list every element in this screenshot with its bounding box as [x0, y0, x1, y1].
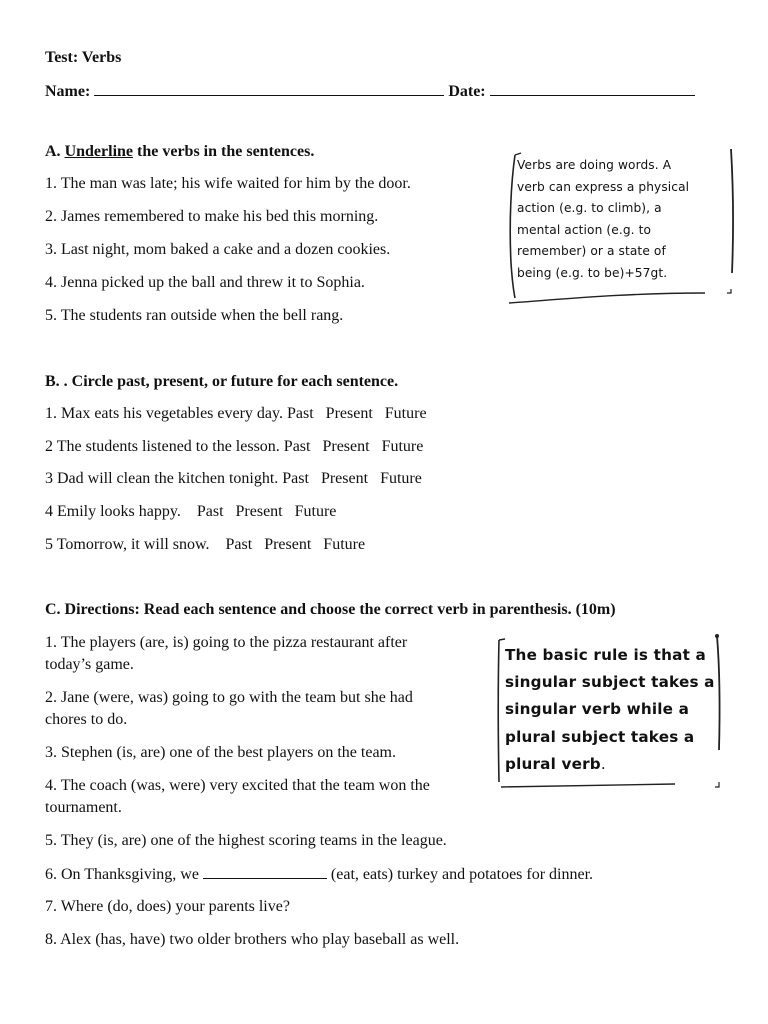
subject-verb-rule-note — [495, 632, 723, 790]
option-present[interactable]: Present — [325, 405, 373, 422]
section-a-item: 2. James remembered to make his bed this morning. — [45, 208, 379, 225]
name-blank[interactable] — [94, 81, 444, 96]
option-future[interactable]: Future — [381, 438, 424, 455]
section-b-item — [45, 469, 422, 489]
section-b-sentence: 5 Tomorrow, it will snow. — [45, 536, 210, 553]
section-c-item: 3. Stephen (is, are) one of the best players on the team. — [45, 744, 396, 761]
option-past[interactable]: Past — [283, 438, 311, 455]
section-b-item — [45, 535, 365, 555]
date-blank[interactable] — [490, 81, 695, 96]
option-future[interactable]: Future — [294, 503, 337, 520]
section-c-sentence-start: 6. On Thanksgiving, we — [45, 866, 203, 883]
section-c-item: 5. They (is, are) one of the highest scoring teams in the league. — [45, 832, 447, 849]
section-b-item — [45, 404, 427, 424]
section-c-item: 4. The coach (was, were) very excited that the team won the — [45, 777, 430, 794]
section-c-item-continued: today’s game. — [45, 656, 134, 673]
section-c-item-continued: tournament. — [45, 799, 122, 816]
option-present[interactable]: Present — [320, 470, 369, 487]
section-b-sentence: 3 Dad will clean the kitchen tonight. — [45, 470, 279, 487]
date-label: Date: — [448, 83, 486, 100]
section-b-item — [45, 502, 336, 522]
section-a-heading-rest: the verbs in the sentences. — [133, 143, 315, 160]
option-future[interactable]: Future — [323, 536, 366, 553]
section-c-sentence-end: (eat, eats) turkey and potatoes for dinner. — [326, 866, 594, 883]
section-b-sentence: 2 The students listened to the lesson. — [45, 438, 280, 455]
section-c-item — [45, 864, 593, 885]
page-title: Test: Verbs — [45, 49, 122, 66]
section-c-item: 8. Alex (has, have) two older brothers who play baseball as well. — [45, 931, 460, 948]
rule-period: . — [600, 754, 606, 773]
option-present[interactable]: Present — [264, 536, 312, 553]
verb-definition-note — [505, 143, 735, 305]
option-past[interactable]: Past — [282, 470, 309, 487]
section-a-item: 1. The man was late; his wife waited for him by the door. — [45, 175, 411, 192]
option-future[interactable]: Future — [380, 470, 422, 487]
section-b-sentence: 1. Max eats his vegetables every day. — [45, 405, 283, 422]
section-c-item: 7. Where (do, does) your parents live? — [45, 898, 290, 915]
note-text: Verbs are doing words. A verb can express a physical action (e.g. to climb), a mental action (e.g. to remember) or a state of being (e.g. to be)+57gt. — [517, 158, 690, 280]
note-text — [505, 642, 717, 778]
section-c-heading: C. Directions: Read each sentence and choose the correct verb in parenthesis. (10m) — [45, 601, 616, 618]
section-c-item: 2. Jane (were, was) going to go with the team but she had — [45, 689, 413, 706]
name-date-row — [45, 81, 695, 102]
option-past[interactable]: Past — [225, 536, 253, 553]
option-present[interactable]: Present — [322, 438, 370, 455]
section-b-item — [45, 437, 423, 457]
section-a-letter: A. — [45, 143, 61, 160]
name-label: Name: — [45, 83, 91, 100]
option-past[interactable]: Past — [196, 503, 224, 520]
section-a-heading — [45, 142, 314, 162]
section-a-underline-word: Underline — [64, 143, 134, 160]
answer-blank[interactable] — [203, 864, 327, 879]
section-b-sentence: 4 Emily looks happy. — [45, 503, 181, 520]
section-a-item: 5. The students ran outside when the bell rang. — [45, 307, 344, 324]
rule-text: The basic rule is that a singular subject takes a singular verb while a plural subject takes a plural verb — [505, 646, 715, 773]
section-a-item: 3. Last night, mom baked a cake and a dozen cookies. — [45, 241, 391, 258]
section-c-item: 1. The players (are, is) going to the pizza restaurant after — [45, 634, 408, 651]
option-present[interactable]: Present — [235, 503, 283, 520]
section-c-item-continued: chores to do. — [45, 711, 128, 728]
option-future[interactable]: Future — [384, 405, 427, 422]
section-b-heading: B. . Circle past, present, or future for each sentence. — [45, 373, 399, 390]
option-past[interactable]: Past — [287, 405, 314, 422]
section-a-item: 4. Jenna picked up the ball and threw it to Sophia. — [45, 274, 365, 291]
